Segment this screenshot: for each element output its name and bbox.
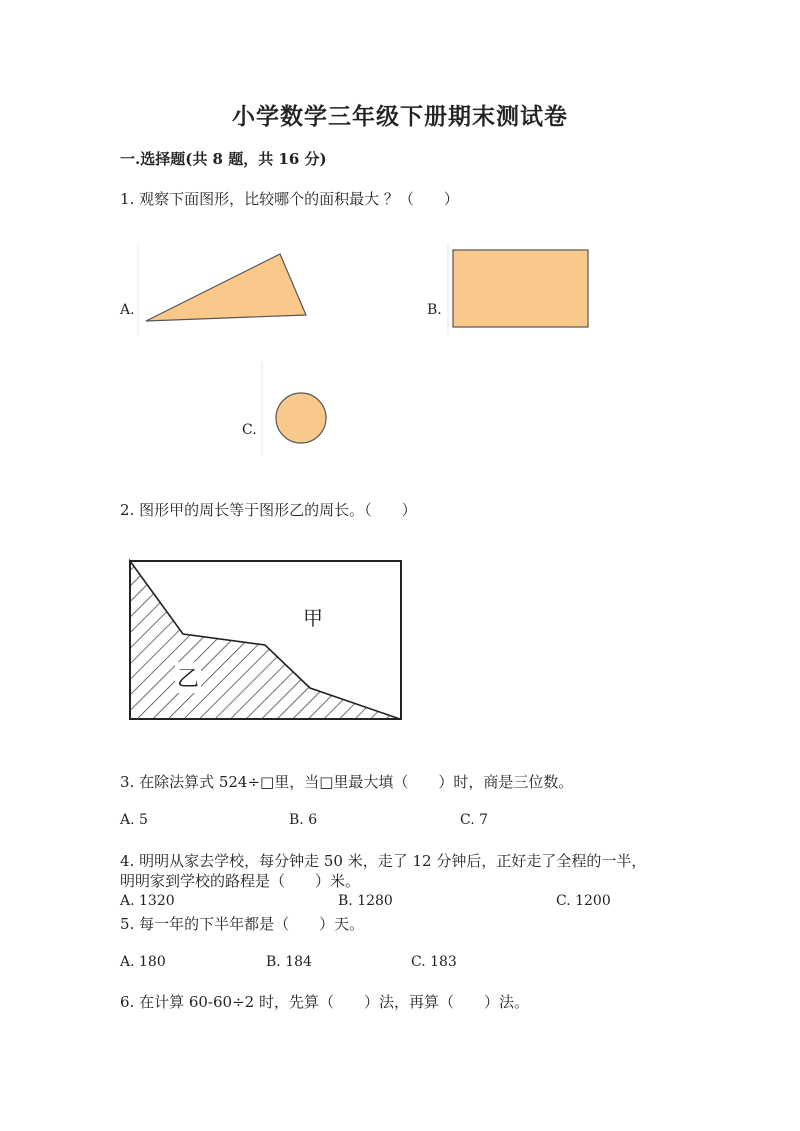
question-4-line1: 4. 明明从家去学校，每分钟走 50 米，走了 12 分钟后，正好走了全程的一半，	[120, 852, 647, 870]
shape-yi-hatched	[130, 561, 400, 719]
q1-option-b-label: B.	[427, 302, 442, 318]
label-jia: 甲	[303, 606, 323, 630]
q4-option-a: A. 1320	[120, 893, 175, 909]
section-heading: 一.选择题(共 8 题，共 16 分)	[120, 150, 327, 168]
q4-option-c: C. 1200	[556, 893, 611, 909]
q3-option-a: A. 5	[120, 812, 148, 828]
q1-option-a-label: A.	[120, 302, 135, 318]
question-5-text: 5. 每一年的下半年都是（ ）天。	[120, 915, 365, 933]
q3-option-b: B. 6	[289, 812, 318, 828]
q3-option-c: C. 7	[460, 812, 489, 828]
q5-option-a: A. 180	[120, 954, 166, 970]
q5-option-b: B. 184	[266, 954, 312, 970]
q5-option-c: C. 183	[411, 954, 457, 970]
label-yi: 乙	[175, 662, 201, 693]
question-1-text: 1. 观察下面图形，比较哪个的面积最大 ？（ ）	[120, 190, 459, 208]
q1-option-c-label: C.	[242, 422, 257, 438]
question-2-text: 2. 图形甲的周长等于图形乙的周长。（ ）	[120, 501, 417, 519]
page-title: 小学数学三年级下册期末测试卷	[232, 103, 568, 130]
q4-option-b: B. 1280	[338, 893, 393, 909]
question-4-line2: 明明家到学校的路程是（ ）米。	[120, 872, 361, 890]
question-6-text: 6. 在计算 60-60÷2 时，先算（ ）法，再算（ ）法。	[120, 993, 529, 1011]
question-3-text: 3. 在除法算式 524÷□里，当□里最大填（ ）时，商是三位数。	[120, 773, 574, 791]
